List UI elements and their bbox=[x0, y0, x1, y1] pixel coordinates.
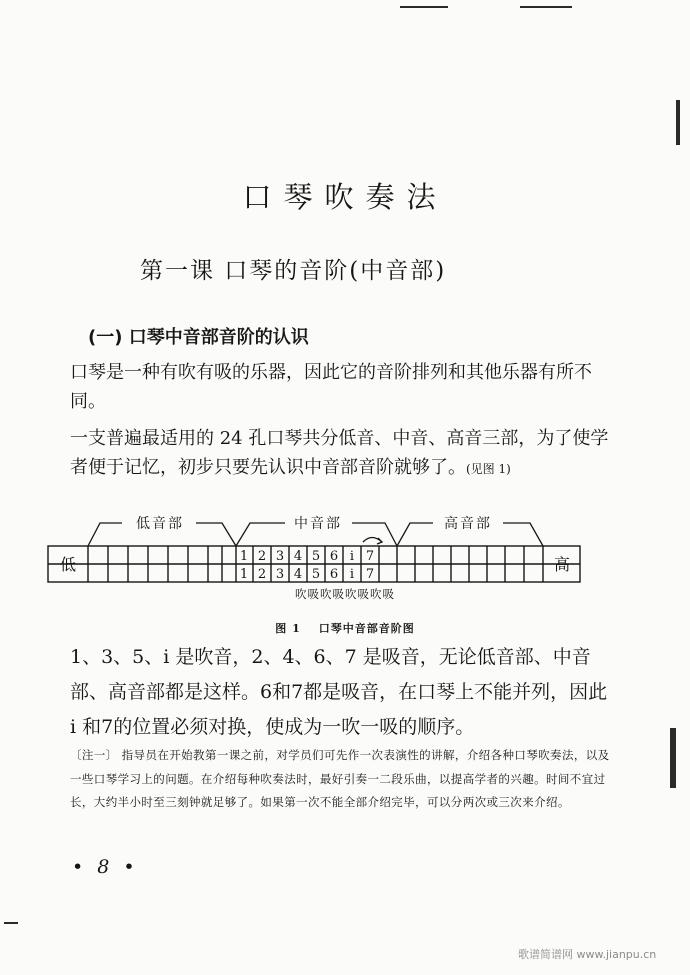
lesson-title: 第一课 口琴的音阶(中音部) bbox=[140, 258, 447, 284]
label-high-end: 高 bbox=[553, 555, 571, 574]
bracket-high-left bbox=[397, 523, 433, 546]
note-bottom-2: 2 bbox=[257, 567, 267, 582]
note-top-8: 7 bbox=[365, 549, 375, 564]
label-mid-section: 中音部 bbox=[294, 516, 342, 532]
watermark: 歌谱简谱网 www.jianpu.cn bbox=[518, 948, 657, 961]
scan-mark-right-1 bbox=[676, 100, 680, 145]
bracket-mid-right bbox=[352, 523, 397, 546]
note-top-7: i bbox=[349, 549, 355, 564]
scan-mark-right-2 bbox=[670, 728, 676, 788]
paragraph-blow-draw: 1、3、5、i 是吹音，2、4、6、7 是吸音，无论低音部、中音部、高音部都是这样。6和7都是吸音，在口琴上不能并列，因此 i 和7的位置必须对换，使成为一吹一吸的顺序。 bbox=[70, 646, 608, 738]
page-title: 口琴吹奏法 bbox=[242, 180, 448, 214]
footnote: 〔注一〕 指导员在开始教第一课之前，对学员们可先作一次表演性的讲解，介绍各种口琴吹奏法，以及一些口琴学习上的问题。在介绍每种吹奏法时，最好引奏一二段乐曲，以提高学者的兴趣。时间不宜过长，大约半小时至三刻钟就足够了。如果第一次不能全部介绍完毕，可以分两次或三次来介绍。 bbox=[70, 748, 610, 809]
label-low-section: 低音部 bbox=[136, 516, 184, 532]
label-low-end: 低 bbox=[59, 555, 77, 574]
bracket-mid-left bbox=[236, 523, 285, 546]
figure-caption-number: 图 1 bbox=[275, 622, 301, 635]
note-bottom-6: 6 bbox=[329, 567, 339, 582]
note-top-4: 4 bbox=[293, 549, 303, 564]
note-top-3: 3 bbox=[275, 549, 285, 564]
note-bottom-1: 1 bbox=[239, 567, 249, 582]
section-heading: (一) 口琴中音部音阶的认识 bbox=[88, 327, 309, 348]
note-bottom-7: i bbox=[349, 567, 355, 582]
figure-caption-text: 口琴中音部音阶图 bbox=[318, 622, 415, 635]
paragraph-structure-text: 一支普遍最适用的 24 孔口琴共分低音、中音、高音三部，为了使学者便于记忆，初步只要先认识中音部音阶就够了。 bbox=[70, 428, 609, 478]
label-high-section: 高音部 bbox=[444, 516, 492, 532]
paragraph-intro: 口琴是一种有吹有吸的乐器，因此它的音阶排列和其他乐器有所不同。 bbox=[70, 362, 592, 412]
scan-mark-left bbox=[4, 922, 18, 924]
note-bottom-4: 4 bbox=[293, 567, 303, 582]
scan-mark-top-2 bbox=[520, 6, 572, 8]
page-number: • 8 • bbox=[72, 856, 139, 878]
blow-draw-sequence: 吹吸吹吸吹吸吹吸 bbox=[295, 587, 395, 601]
note-bottom-8: 7 bbox=[365, 567, 375, 582]
bracket-low-left bbox=[88, 523, 122, 546]
note-bottom-5: 5 bbox=[311, 567, 321, 582]
note-bottom-3: 3 bbox=[275, 567, 285, 582]
note-top-2: 2 bbox=[257, 549, 267, 564]
note-top-1: 1 bbox=[239, 549, 249, 564]
figure-caption bbox=[0, 620, 690, 636]
figure-reference: (见图 1) bbox=[466, 462, 511, 476]
scan-mark-top-1 bbox=[400, 6, 448, 8]
note-top-5: 5 bbox=[311, 549, 321, 564]
bracket-low-right bbox=[196, 523, 236, 546]
note-top-6: 6 bbox=[329, 549, 339, 564]
bracket-high-right bbox=[503, 523, 543, 546]
